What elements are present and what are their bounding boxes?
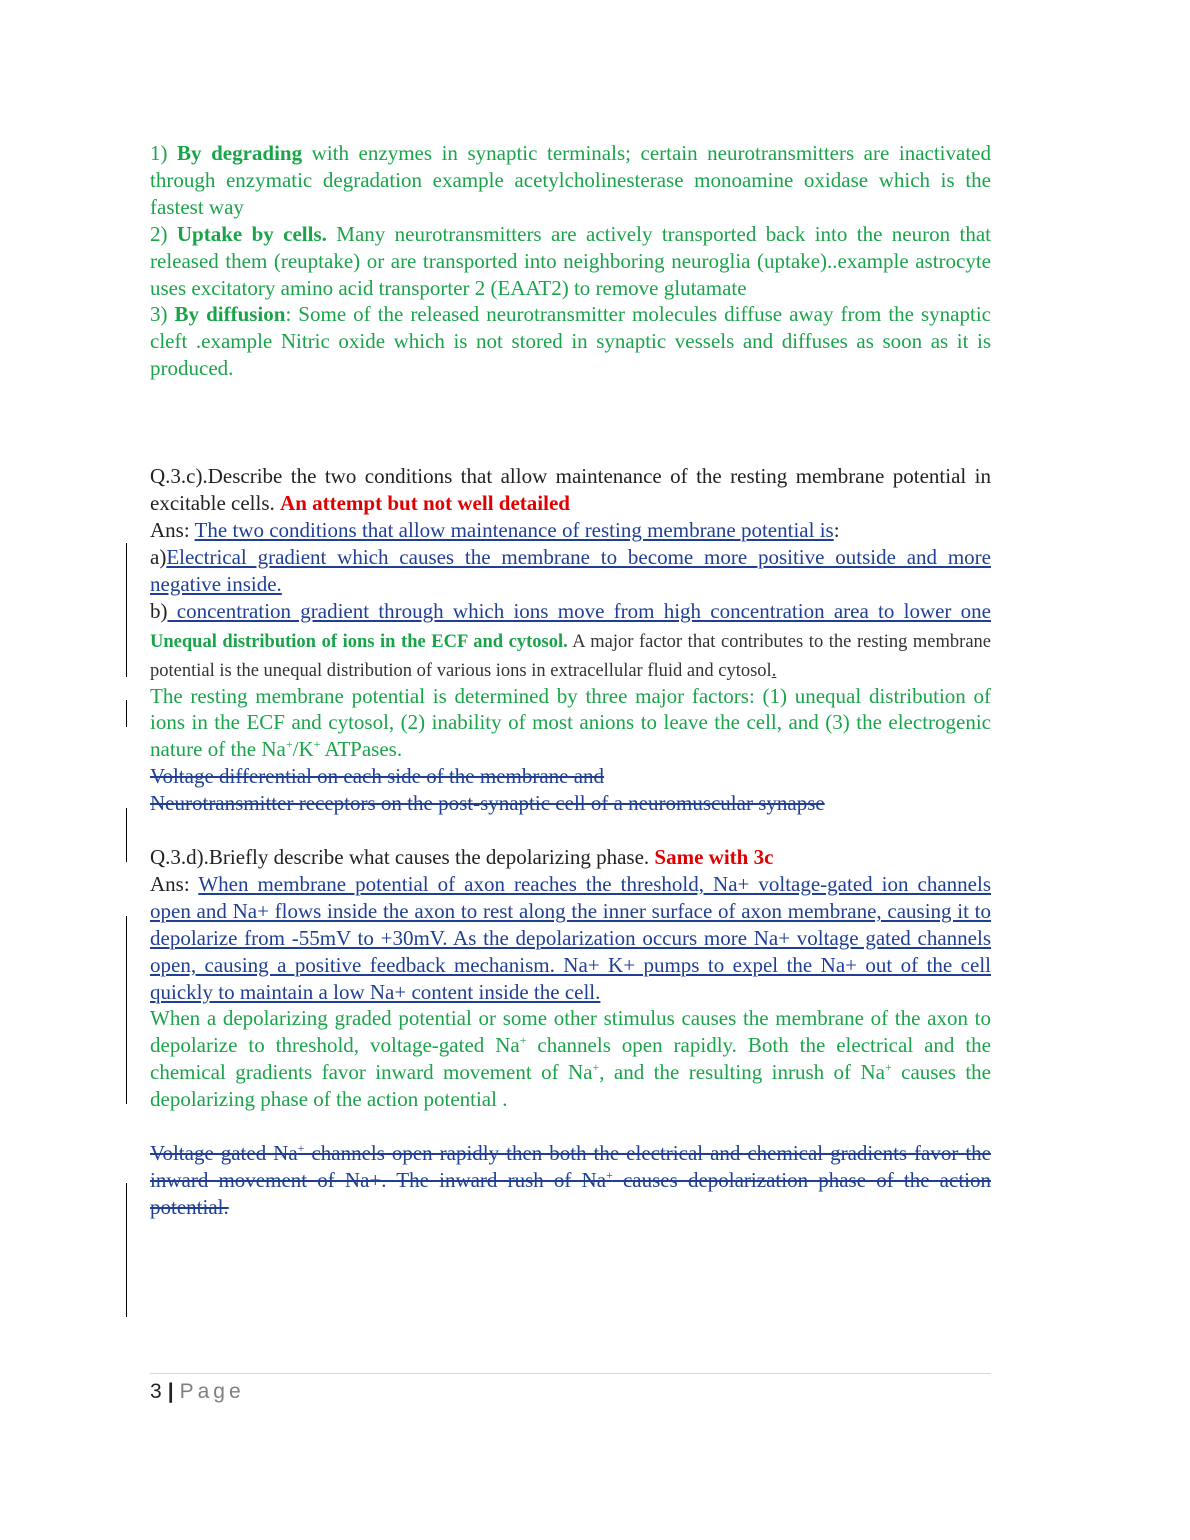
deleted-line-2: Neurotransmitter receptors on the post-synaptic cell of a neuromuscular synapse bbox=[150, 791, 825, 816]
spacer bbox=[150, 382, 991, 463]
document-page bbox=[150, 140, 991, 1221]
inserted-heading: Unequal distribution of ions in the ECF and cytosol. bbox=[150, 631, 568, 652]
answer-3c-b: b) concentration gradient through which ions move from high concentration area to lower one Unequal distribution of ions in the ECF and cytosol. A major factor that contributes to the resting membrane potential is the unequal distribution of various ions in extracellular fluid and cytosol. bbox=[150, 598, 991, 681]
change-bar bbox=[126, 1183, 127, 1317]
page-label: Page bbox=[179, 1380, 245, 1403]
change-bar bbox=[126, 916, 127, 1104]
spacer bbox=[150, 1113, 991, 1140]
deleted-line-1: Voltage differential on each side of the membrane and bbox=[150, 764, 605, 789]
feedback-3d: Same with 3c bbox=[654, 845, 774, 870]
answer-3c-intro: Ans: The two conditions that allow maintenance of resting membrane potential is: bbox=[150, 517, 840, 542]
answer-item-1: 1) By degrading with enzymes in synaptic terminals; certain neurotransmitters are inactivated through enzymatic degradation example acetylcholinesterase monoamine oxidase which is the fastest way bbox=[150, 141, 991, 219]
spacer bbox=[150, 817, 991, 844]
answer-item-2: 2) Uptake by cells. Many neurotransmitters are actively transported back into the neuron that released them (reuptake) or are transported into neighboring neuroglia (uptake)..example astrocyte uses excitatory amino acid transporter 2 (EAAT2) to remove glutamate bbox=[150, 221, 991, 300]
page-number: 3 bbox=[150, 1380, 162, 1403]
change-bar bbox=[126, 543, 127, 677]
feedback-3c: An attempt but not well detailed bbox=[280, 491, 570, 516]
change-bar bbox=[126, 700, 127, 727]
change-bar bbox=[126, 808, 127, 862]
deleted-paragraph: Voltage gated Na+ channels open rapidly then both the electrical and chemical gradients favor the inward movement of Na+. The inward rush of Na+ causes depolarization phase of the action potential. bbox=[150, 1141, 991, 1219]
answer-3d: Ans: When membrane potential of axon reaches the threshold, Na+ voltage-gated ion channels open and Na+ flows inside the axon to rest along the inner surface of axon membrane, causing it to depolarize from -55mV to +30mV. As the depolarization occurs more Na+ voltage gated channels open, causing a positive feedback mechanism. Na+ K+ pumps to expel the Na+ out of the cell quickly to maintain a low Na+ content inside the cell. bbox=[150, 871, 991, 1004]
page-footer bbox=[150, 1373, 991, 1404]
footer-separator: | bbox=[167, 1380, 174, 1403]
depolarizing-explanation: When a depolarizing graded potential or some other stimulus causes the membrane of the axon to depolarize to threshold, voltage-gated Na+ channels open rapidly. Both the electrical and the chemical gradients favor inward movement of Na+, and the resulting inrush of Na+ causes the depolarizing phase of the action potential . bbox=[150, 1006, 992, 1112]
resting-potential-factors: The resting membrane potential is determined by three major factors: (1) unequal distribution of ions in the ECF and cytosol, (2) inability of most anions to leave the cell, and (3) the electrogenic nature of the Na+/K+ ATPases. bbox=[150, 683, 991, 762]
answer-3c-a: a)Electrical gradient which causes the membrane to become more positive outside and more negative inside. bbox=[150, 544, 991, 596]
question-3c: Q.3.c).Describe the two conditions that allow maintenance of the resting membrane potential in excitable cells. An attempt but not well detailed bbox=[150, 464, 991, 516]
question-3d: Q.3.d).Briefly describe what causes the depolarizing phase. Same with 3c bbox=[150, 845, 774, 870]
answer-item-3: 3) By diffusion: Some of the released neurotransmitter molecules diffuse away from the synaptic cleft .example Nitric oxide which is not stored in synaptic vessels and diffuses as soon as it is produced. bbox=[150, 302, 991, 381]
